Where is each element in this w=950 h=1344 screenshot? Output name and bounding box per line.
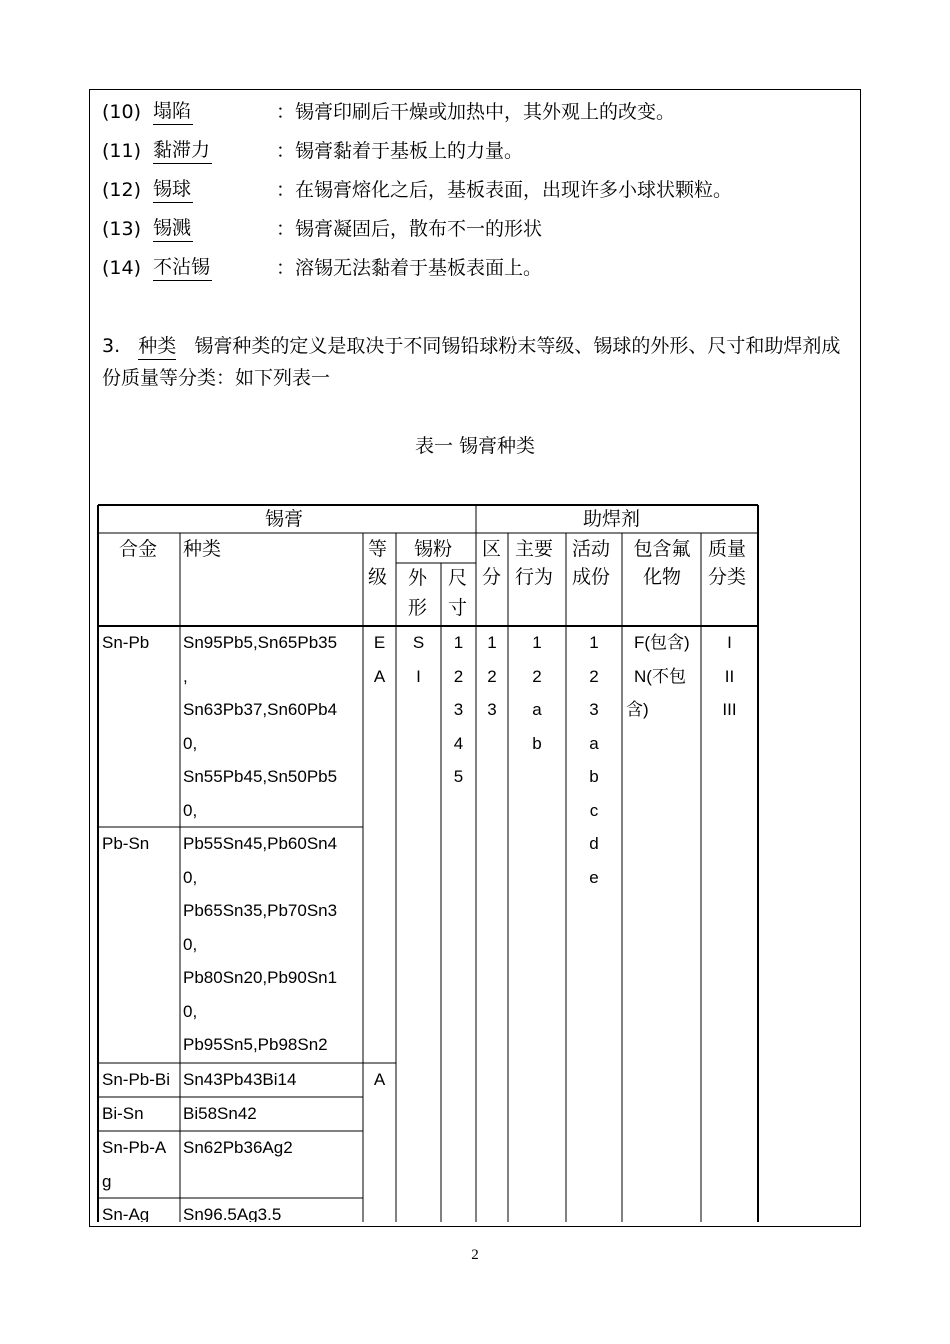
kind-line: Pb55Sn45,Pb60Sn4: [183, 834, 338, 853]
fluoride-value: N(不包: [634, 666, 686, 686]
size-values: [441, 626, 476, 794]
definition-number: (13): [102, 218, 142, 240]
definition-description: ：锡膏印刷后干燥或加热中，其外观上的改变。: [276, 101, 676, 123]
header-active: [572, 535, 610, 591]
definition-description: ：溶锡无法黏着于基板表面上。: [276, 257, 543, 279]
header-alloy: 合金: [119, 538, 158, 560]
kind-line: Pb65Sn35,Pb70Sn3: [183, 901, 338, 920]
kind-cell: Sn62Pb36Ag2: [183, 1138, 293, 1157]
kind-cell: [183, 626, 337, 827]
fluoride-value: 含): [626, 700, 649, 719]
size-value: 1: [453, 633, 464, 652]
page-number: 2: [471, 1247, 479, 1263]
section-term: 种类: [138, 333, 176, 360]
kind-line: Pb95Sn5,Pb98Sn2: [183, 1035, 328, 1054]
behavior-value: a: [532, 700, 542, 719]
alloy-cell: Bi-Sn: [102, 1104, 144, 1123]
kind-line: Sn63Pb37,Sn60Pb4: [183, 700, 338, 719]
quality-values: [701, 626, 758, 727]
kind-line: ,: [183, 666, 188, 686]
behavior-values: [508, 626, 566, 760]
kind-line: 0,: [183, 800, 198, 820]
header-size-line: 尺: [448, 567, 468, 589]
kind-line: 0,: [183, 1001, 198, 1021]
header-active-line: 活动: [572, 538, 611, 560]
header-shape-line: 外: [408, 567, 428, 589]
behavior-value: 2: [532, 666, 542, 686]
header-division-line: 区: [482, 538, 502, 560]
alloy-cell: Sn-Pb: [102, 633, 150, 652]
header-grade: [368, 535, 387, 591]
size-value: 3: [453, 700, 464, 719]
definition-term: 塌陷: [153, 98, 193, 125]
kind-cell: Sn43Pb43Bi14: [183, 1070, 297, 1089]
header-grade-line: 级: [368, 566, 388, 588]
grade-values: [363, 626, 396, 693]
quality-value: I: [727, 633, 732, 652]
definition-number: (14): [102, 257, 142, 279]
active-value: 2: [589, 666, 599, 686]
grade-value: E: [373, 633, 386, 652]
kind-cell: [183, 827, 337, 1062]
kind-line: Pb80Sn20,Pb90Sn1: [183, 968, 338, 987]
active-value: 1: [589, 633, 599, 652]
division-values: [476, 626, 508, 727]
header-quality-line: 质量: [708, 538, 747, 560]
header-powder: 锡粉: [414, 538, 453, 560]
active-value: e: [589, 867, 599, 887]
header-fluoride: [628, 535, 696, 591]
size-value: 4: [453, 733, 464, 753]
size-value: 2: [453, 666, 464, 686]
definition-term: 锡球: [153, 176, 193, 203]
header-fluoride-line: 化物: [642, 566, 681, 588]
division-value: 2: [487, 666, 497, 686]
alloy-cell-line: Sn-Pb-A: [102, 1138, 167, 1157]
header-solder-paste: 锡膏: [265, 508, 304, 530]
quality-value: III: [722, 700, 737, 719]
header-quality: [708, 535, 746, 591]
header-quality-line: 分类: [708, 566, 747, 588]
active-value: a: [589, 733, 599, 753]
kind-line: Sn95Pb5,Sn65Pb35: [183, 633, 338, 652]
header-division: [482, 535, 501, 591]
definition-number: (10): [102, 101, 142, 123]
size-value: 5: [453, 767, 464, 786]
alloy-cell: Sn-Ag: [102, 1205, 150, 1222]
definition-description: ：在锡膏熔化之后，基板表面，出现许多小球状颗粒。: [276, 179, 733, 201]
quality-value: II: [724, 666, 735, 686]
definition-term: 锡溅: [153, 215, 193, 242]
header-active-line: 成份: [572, 566, 611, 588]
active-value: c: [589, 800, 599, 820]
kind-line: 0,: [183, 733, 198, 753]
behavior-value: 1: [532, 633, 542, 652]
header-behavior: [515, 535, 553, 591]
definition-description: ：锡膏黏着于基板上的力量。: [276, 140, 524, 162]
header-division-line: 分: [482, 566, 502, 588]
header-kind: 种类: [183, 538, 222, 560]
grade-value: A: [373, 666, 386, 686]
header-fluoride-line: 包含氟: [633, 538, 691, 560]
header-flux: 助焊剂: [583, 508, 641, 530]
section-text: 锡膏种类的定义是取决于不同锡铅球粉末等级、锡球的外形、尺寸和助焊剂成份质量等分类：如下列表一: [102, 335, 841, 389]
fluoride-value: F(包含): [634, 633, 690, 652]
header-shape-line: 形: [408, 597, 428, 619]
kind-line: 0,: [183, 934, 198, 954]
definition-term: 不沾锡: [153, 254, 212, 281]
alloy-cell: [102, 1131, 166, 1198]
header-behavior-line: 主要: [515, 538, 554, 560]
kind-line: Sn55Pb45,Sn50Pb5: [183, 767, 338, 786]
fluoride-values: [626, 626, 690, 727]
division-value: 1: [487, 633, 497, 652]
active-value: b: [589, 767, 599, 786]
alloy-cell-line: g: [102, 1171, 112, 1191]
header-size: [448, 563, 467, 623]
active-values: [566, 626, 622, 894]
kind-cell: Bi58Sn42: [183, 1104, 257, 1123]
header-behavior-line: 行为: [515, 566, 554, 588]
kind-line: 0,: [183, 867, 198, 887]
shape-value: I: [416, 666, 421, 686]
grade-value-lower: A: [373, 1070, 386, 1089]
kind-cell: Sn96.5Ag3.5: [183, 1205, 282, 1222]
header-grade-line: 等: [368, 538, 388, 560]
definition-description: ：锡膏凝固后，散布不一的形状: [276, 218, 543, 240]
shape-values: [396, 626, 441, 693]
active-value: d: [589, 834, 599, 853]
active-value: 3: [589, 700, 599, 719]
header-shape: [408, 563, 427, 623]
shape-value: S: [412, 633, 425, 652]
definition-term: 黏滞力: [153, 137, 212, 164]
header-size-line: 寸: [448, 597, 468, 619]
division-value: 3: [487, 700, 497, 719]
alloy-cell: Sn-Pb-Bi: [102, 1070, 171, 1089]
definition-number: (12): [102, 179, 142, 201]
table-title: 表一 锡膏种类: [414, 435, 536, 457]
alloy-cell: Pb-Sn: [102, 834, 150, 853]
section-number: 3.: [102, 335, 121, 357]
behavior-value: b: [532, 733, 542, 753]
definition-number: (11): [102, 140, 142, 162]
